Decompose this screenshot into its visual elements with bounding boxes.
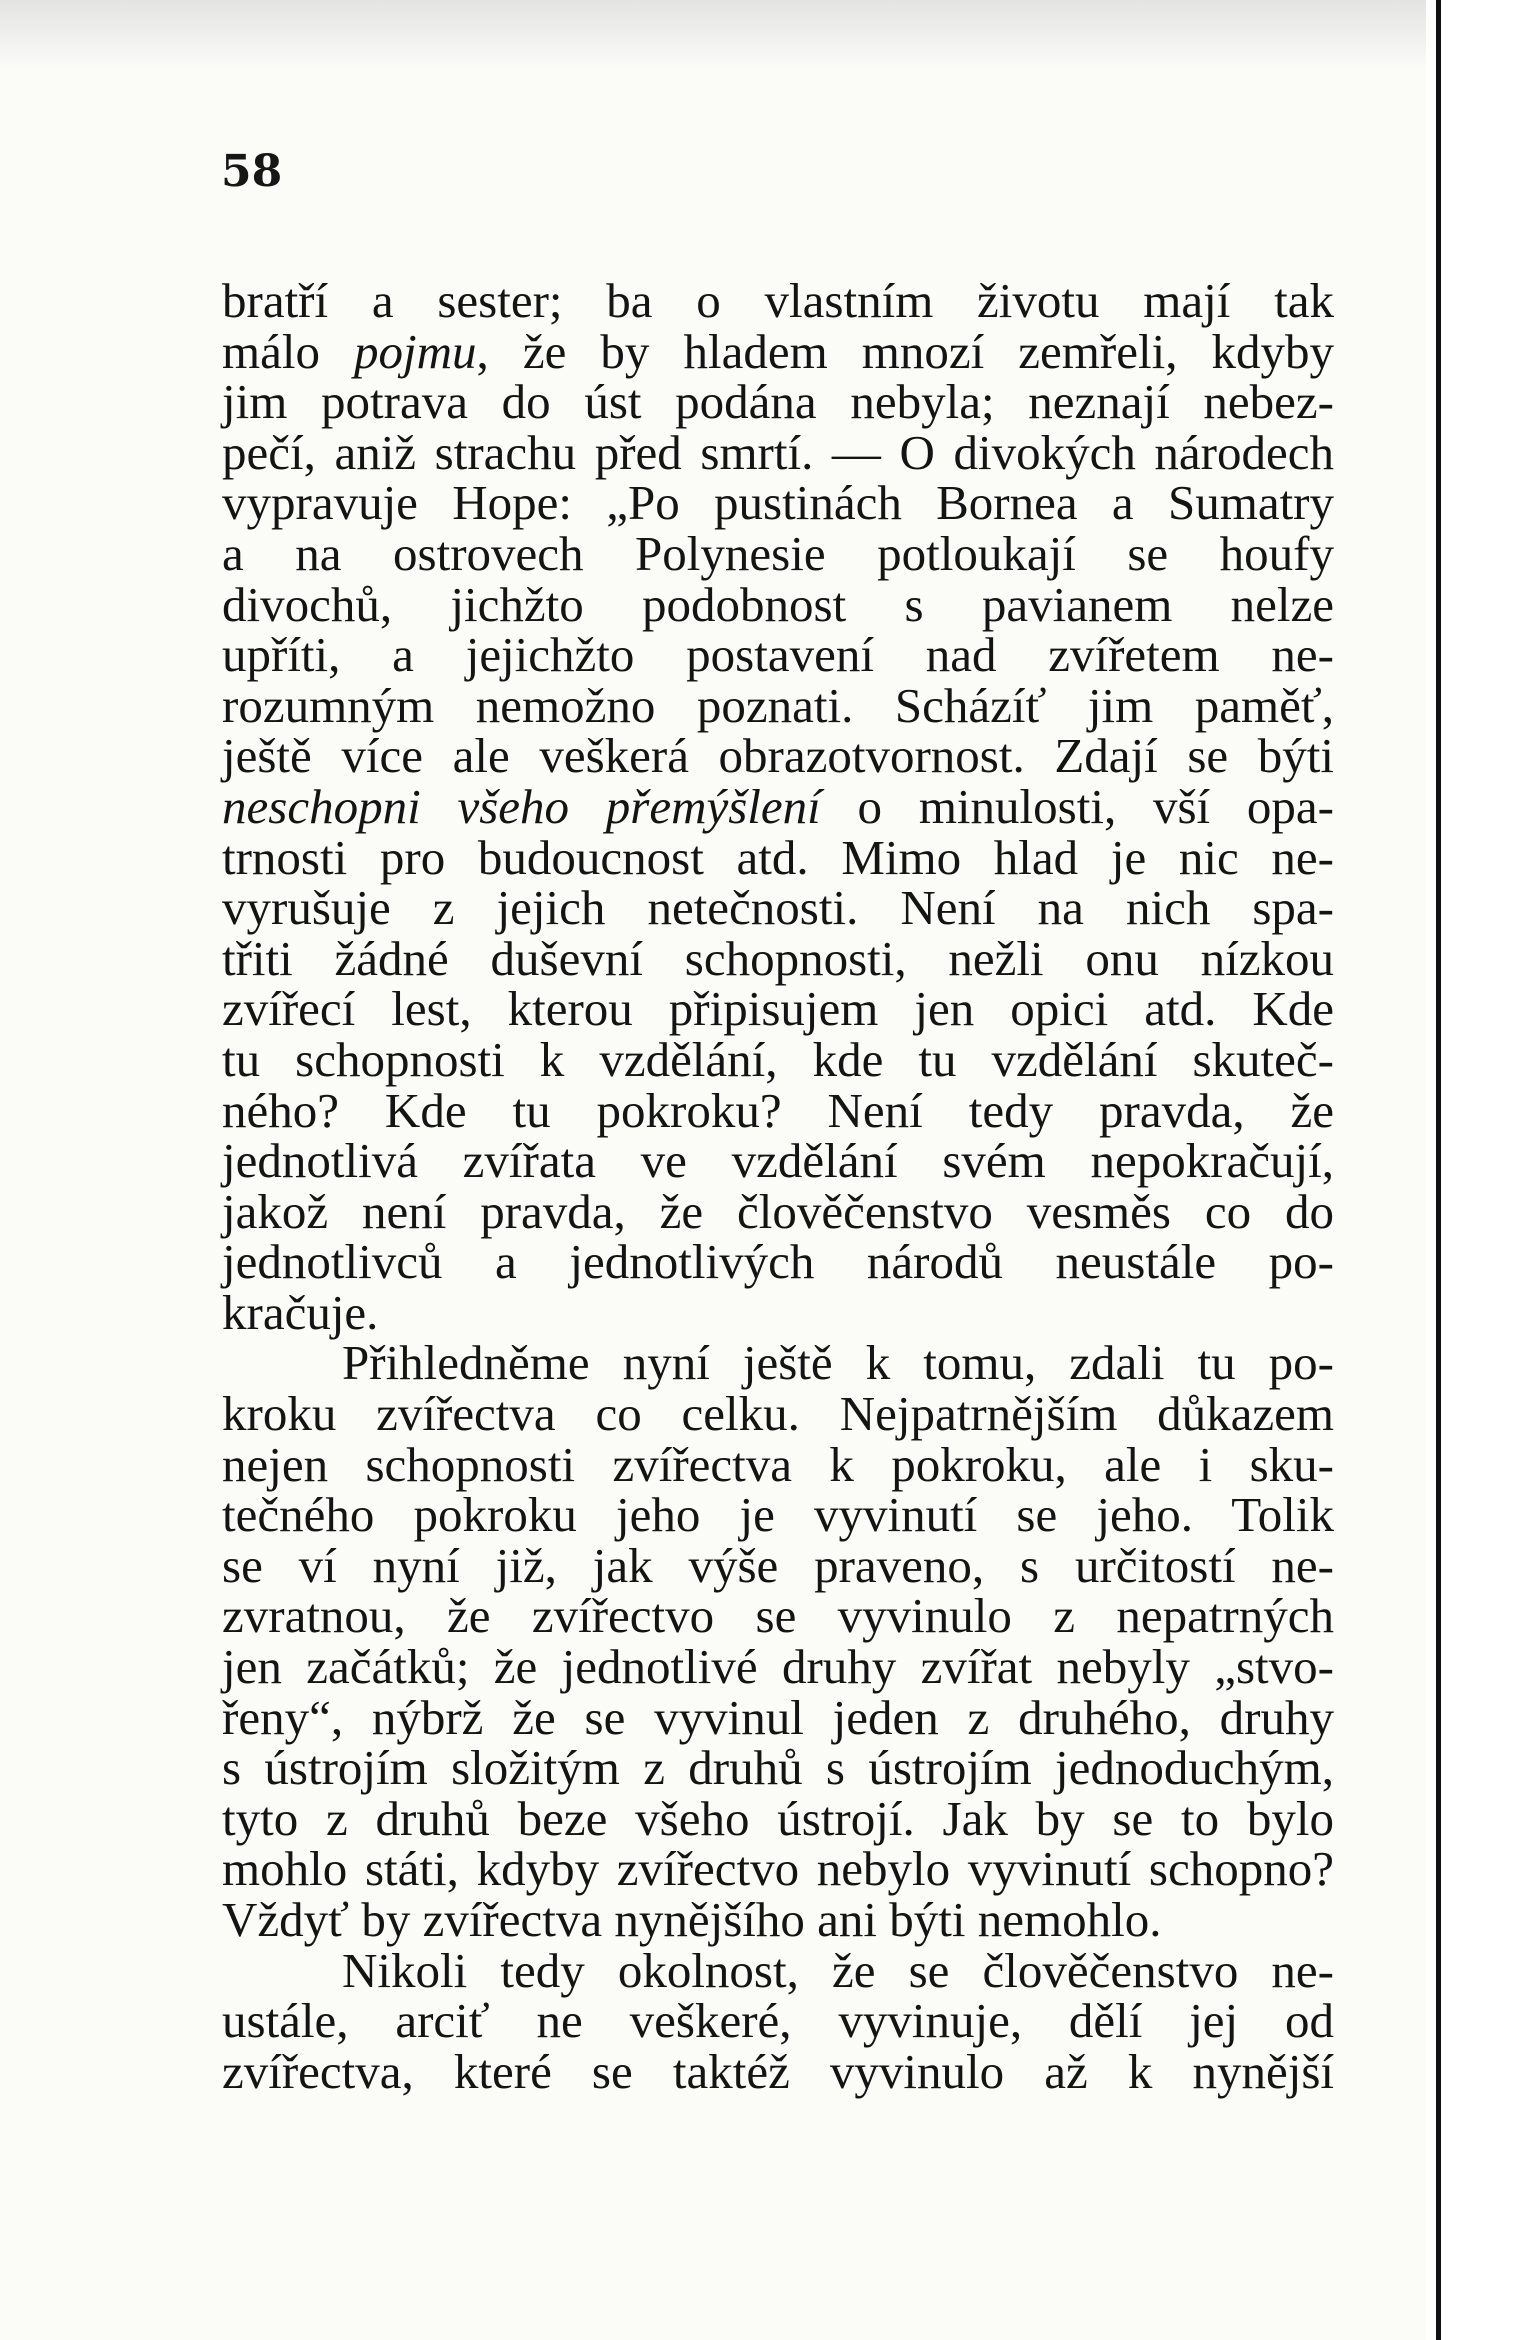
text-line: ného? Kde tu pokroku? Není tedy pravda, že xyxy=(222,1082,1334,1138)
text-line: jakož není pravda, že člověčenstvo vesměs co do xyxy=(222,1183,1334,1239)
text-line: zvířectva, které se taktéž vyvinulo až k nynější xyxy=(222,2043,1334,2099)
text-line: jednotlivců a jednotlivých národů neustále po- xyxy=(222,1234,1334,1290)
text-line xyxy=(222,323,1334,379)
text-line: Přihledněme nyní ještě k tomu, zdali tu po- xyxy=(342,1335,1334,1391)
italic-phrase: pojmu xyxy=(354,323,477,379)
text-line: zvratnou, že zvířectvo se vyvinulo z nepatrných xyxy=(222,1588,1334,1644)
page-number: 58 xyxy=(221,146,283,197)
text-line: ještě více ale veškerá obrazotvornost. Zdají se býti xyxy=(222,728,1334,784)
text-line: jim potrava do úst podána nebyla; neznají nebez- xyxy=(222,374,1334,430)
text-line: nejen schopnosti zvířectva k pokroku, ale i sku- xyxy=(222,1436,1334,1492)
text-line: ustále, arciť ne veškeré, vyvinuje, dělí jej od xyxy=(222,1993,1334,2049)
text-line: zvířecí lest, kterou připisujem jen opici atd. Kde xyxy=(222,981,1334,1037)
text-line: se ví nyní již, jak výše praveno, s určitostí ne- xyxy=(222,1537,1334,1593)
text-line: tu schopnosti k vzdělání, kde tu vzdělání skuteč- xyxy=(222,1031,1334,1087)
page-edge xyxy=(1426,0,1524,2340)
italic-phrase: neschopni všeho přemýšlení xyxy=(222,778,821,834)
text-line: Vždyť by zvířectva nynějšího ani býti nemohlo. xyxy=(222,1892,1162,1947)
text-line xyxy=(222,778,1334,834)
text-line: rozumným nemožno poznati. Scházíť jim paměť, xyxy=(222,677,1334,733)
text-line: tečného pokroku jeho je vyvinutí se jeho. Tolik xyxy=(222,1487,1334,1543)
text-line: vyrušuje z jejich netečnosti. Není na nich spa- xyxy=(222,880,1334,936)
text-line: jen začátků; že jednotlivé druhy zvířat nebyly „stvo- xyxy=(222,1639,1334,1695)
text-line: trnosti pro budoucnost atd. Mimo hlad je nic ne- xyxy=(222,829,1334,885)
text-line: a na ostrovech Polynesie potloukají se houfy xyxy=(222,525,1334,581)
text-line: tyto z druhů beze všeho ústrojí. Jak by se to bylo xyxy=(222,1790,1334,1846)
text-span: , že by hladem mnozí zemřeli, kdyby xyxy=(476,323,1334,379)
text-line: s ústrojím složitým z druhů s ústrojím jednoduchým, xyxy=(222,1740,1334,1796)
text-line: jednotlivá zvířata ve vzdělání svém nepokračují, xyxy=(222,1133,1334,1189)
book-edge-line xyxy=(1436,0,1441,2340)
text-line: upříti, a jejichžto postavení nad zvířetem ne- xyxy=(222,627,1334,683)
text-line: pečí, aniž strachu před smrtí. — O divokých národech xyxy=(222,424,1334,480)
text-line: Nikoli tedy okolnost, že se člověčenstvo ne- xyxy=(342,1942,1334,1998)
text-line: kračuje. xyxy=(222,1284,379,1340)
text-line: divochů, jichžto podobnost s pavianem nelze xyxy=(222,576,1334,632)
text-line: třiti žádné duševní schopnosti, nežli onu nízkou xyxy=(222,930,1334,986)
body-text xyxy=(222,273,1334,2099)
text-line: bratří a sester; ba o vlastním životu mají tak xyxy=(222,273,1334,328)
text-line: mohlo státi, kdyby zvířectvo nebylo vyvinutí schopno? xyxy=(222,1841,1334,1897)
text-line: vypravuje Hope: „Po pustinách Bornea a Sumatry xyxy=(222,475,1334,531)
text-line: řeny“, nýbrž že se vyvinul jeden z druhého, druhy xyxy=(222,1689,1334,1745)
scan-top-shadow xyxy=(0,0,1426,70)
text-line: kroku zvířectva co celku. Nejpatrnějším důkazem xyxy=(222,1386,1334,1442)
text-span: o minulosti, vší opa- xyxy=(820,778,1334,834)
text-span: málo xyxy=(222,323,355,379)
